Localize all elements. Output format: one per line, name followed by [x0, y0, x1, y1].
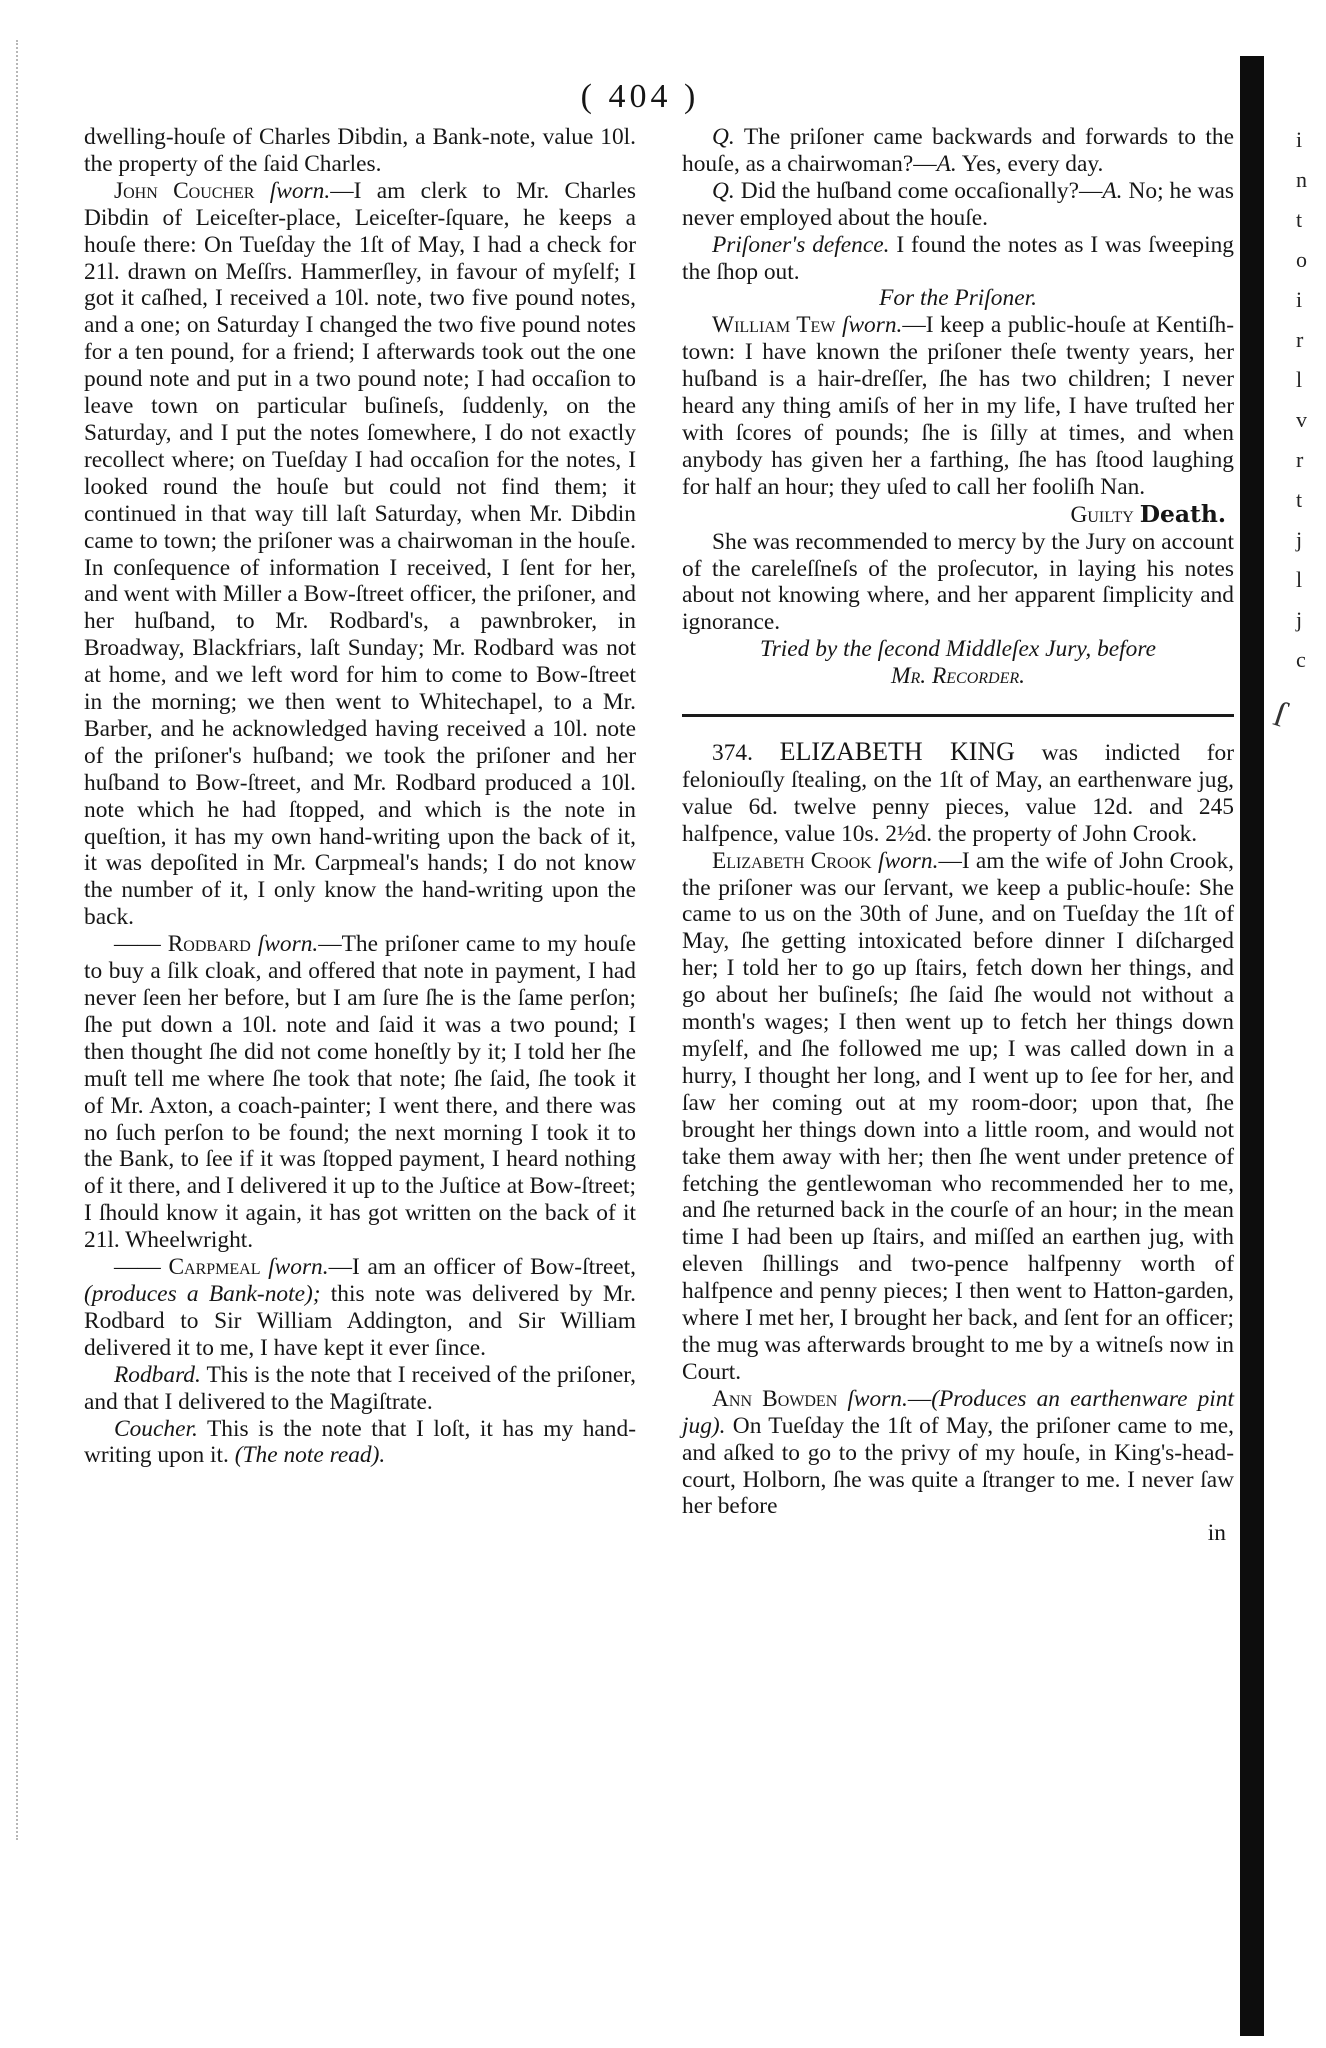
paragraph-text: —The priſoner came to my houſe to buy a ſilk cloak, and offered that note in payment, I had never ſeen her before, but I am ſure ſhe is the ſame perſon; ſhe put down a 10l. note and ſaid it was a two pound; I then thought ſhe did not come honeſtly by it; I told her ſhe muſt tell me where ſhe took that note; ſhe ſaid, ſhe took it of Mr. Axton, a coach-painter; I went there, and there was no ſuch perſon to be found; the next morning I took it to the Bank, to ſee if it was ſtopped payment, I heard nothing of it there, and I delivered it up to the Juſtice at Bow-ſtreet; I ſhould know it again, it has got written on the back of it 21l. Wheelwright.	[84, 931, 636, 1254]
left-column	[84, 124, 636, 1469]
recorder-line	[682, 663, 1234, 690]
sworn-label: ſworn.	[847, 1385, 908, 1412]
paragraph-text: —I am clerk to Mr. Charles Dibdin of Leiceſter-place, Leiceſter-ſquare, he keeps a houſe there: On Tueſday the 1ſt of May, I had a check for 21l. drawn on Meſſrs. Hammerſley, in favour of myſelf; I got it caſhed, I received a 10l. note, two five pound notes, and a one; on Saturday I changed the two five pound notes for a ten pound, for a friend; I afterwards took out the one pound note and put in a two pound note; I had occaſion to leave town on particular buſineſs, ſuddenly, on the Saturday, and I put the notes ſomewhere, I do not exactly recollect where; on Tueſday I had occaſion for the notes, I looked round the houſe but could not find them; it continued in that way till laſt Saturday, when Mr. Dibdin came to town; the priſoner was a chairwoman in the houſe. In conſequence of information I received, I ſent for her, and went with Miller a Bow-ſtreet officer, the priſoner, and her huſband, to Mr. Rodbard's, a pawnbroker, in Broadway, Blackfriars, laſt Sunday; Mr. Rodbard was not at home, and we left word for him to come to Bow-ſtreet in the morning; we then went to Whitechapel, to a Mr. Barber, and he acknowledged having received a 10l. note of the priſoner's huſband; we took the priſoner and her huſband to Bow-ſtreet, and Mr. Rodbard produced a 10l. note which he had ſtopped, and which is the note in queſtion, it has my own hand-writing upon the back of it, it was depoſited in Mr. Carpmeal's hands; I do not know the number of it, I only know the hand-writing upon the back.	[84, 177, 637, 931]
question-answer	[682, 178, 1234, 232]
a-label: A.	[936, 150, 957, 177]
testimony-rodbard	[84, 931, 636, 1254]
statement-coucher	[84, 1416, 636, 1470]
speaker-name: Coucher.	[114, 1415, 198, 1442]
testimony-tew	[682, 312, 1234, 500]
edge-letter: j	[1296, 527, 1303, 552]
sworn-label: ſworn.	[269, 177, 331, 204]
testimony-bowden	[682, 1386, 1234, 1521]
edge-letter: r	[1296, 447, 1304, 472]
case-number: 374.	[712, 740, 753, 767]
edge-letter: i	[1296, 127, 1303, 152]
sworn-label: ſworn.	[268, 1254, 329, 1281]
paragraph-text: The priſoner came backwards and forwards to the houſe, as a chairwoman?—	[682, 124, 1234, 177]
dash-prefix: ——	[114, 931, 168, 958]
verdict	[682, 501, 1234, 529]
witness-name: William Tew	[712, 312, 836, 339]
defence-label: Priſoner's defence.	[712, 231, 890, 258]
paragraph-text: I found the notes as I was ſweeping the ſhop out.	[682, 231, 1234, 285]
paragraph-text: —I am the wife of John Crook, the priſoner was our ſervant, we keep a public-houſe: She came to us on the 30th of June, and on Tueſday the 1ſt of May, ſhe getting intoxicated before dinner I diſcharged her; I told her to go up ſtairs, fetch down her things, and go about her buſineſs; ſhe ſaid ſhe would not without a month's wages; I then went up to fetch her things down myſelf, and ſhe followed me up; I was called down in a hurry, I thought her long, and I went up to ſee for her, and ſaw her coming out at my room-door; upon that, ſhe brought her things down into a little room, and would not take them away with her; then ſhe went under pretence of fetching the gentlewoman who recommended her to me, and ſhe returned back in the courſe of an hour; in the mean time I had been up ſtairs, and miſſed an earthen jug, with eleven ſhillings and two-pence halfpenny worth of halfpence and penny pieces; I then went to Hatton-garden, where I met her, I brought her back, and ſent for an officer; the mug was afterwards brought to me by a witneſs now in Court.	[682, 847, 1234, 1385]
facing-page-edge	[1296, 120, 1320, 680]
verdict-word: Guilty	[1070, 501, 1134, 528]
witness-name: Rodbard	[167, 931, 251, 958]
witness-name: John Coucher	[114, 177, 255, 204]
stage-direction: (Produces an earthenware pint jug).	[682, 1385, 1234, 1439]
sworn-label: ſworn.	[841, 312, 903, 339]
prisoner-defence	[682, 232, 1234, 286]
indictment-text: was indicted for feloniouſly ſtealing, on the 1ſt of May, an earthenware jug, value 6d. twelve penny pieces, value 12d. and 245 halfpence, value 10s. 2½d. the property of John Crook.	[682, 740, 1234, 847]
paragraph-text: Did the huſband come occaſionally?—	[734, 177, 1103, 204]
edge-letter: o	[1296, 247, 1307, 272]
page-number: ( 404 )	[580, 78, 700, 115]
edge-letter: l	[1296, 567, 1303, 592]
sworn-label: ſworn.	[878, 847, 939, 874]
q-label: Q.	[712, 177, 735, 204]
testimony-carpmeal	[84, 1254, 636, 1362]
testimony-coucher	[84, 178, 636, 931]
edge-letter: j	[1296, 607, 1303, 632]
witness-name: Carpmeal	[168, 1254, 261, 1281]
speaker-name: Rodbard.	[114, 1361, 201, 1388]
paragraph-text: this note was delivered by Mr. Rodbard to Sir William Addington, and Sir William delivered it to me, I have kept it ever ſince.	[84, 1280, 636, 1361]
paragraph-text: This is the note that I received of the priſoner, and that I delivered to the Magiſtrate.	[84, 1361, 636, 1415]
stage-direction: (produces a Bank-note);	[84, 1280, 321, 1307]
edge-letter: t	[1296, 207, 1303, 232]
edge-letter: r	[1296, 327, 1304, 352]
right-column	[682, 124, 1234, 1547]
section-divider	[682, 714, 1234, 717]
stage-direction: (The note read).	[234, 1442, 386, 1469]
paragraph-text: No; he was never employed about the houſe.	[682, 177, 1234, 231]
defendant-name: ELIZABETH KING	[779, 737, 1015, 767]
question-answer	[682, 124, 1234, 178]
paragraph-text: —	[907, 1385, 932, 1412]
paragraph-text: —I keep a public-houſe at Kentiſh-town: I have known the priſoner theſe twenty years, her huſband is a hair-dreſſer, ſhe has two children; I never heard any thing amiſs of her in my life, I have truſted her with ſcores of pounds; ſhe is ſilly at times, and when anybody has given her a farthing, ſhe has ſtood laughing for half an hour; they uſed to call her fooliſh Nan.	[682, 312, 1234, 500]
a-label: A.	[1102, 177, 1123, 204]
edge-letter: c	[1296, 647, 1306, 672]
edge-letter: i	[1296, 287, 1303, 312]
paragraph	[84, 124, 636, 178]
edge-letter: v	[1296, 407, 1307, 432]
jury-line: Tried by the ſecond Middleſex Jury, before	[759, 636, 1156, 663]
edge-letter: n	[1296, 167, 1307, 192]
case-374-heading	[682, 739, 1234, 848]
binding-gutter	[1240, 56, 1264, 2036]
q-label: Q.	[712, 124, 735, 150]
paragraph-text: On Tueſday the 1ſt of May, the priſoner came to me, and aſked to go to the privy of my houſe, in King's-head-court, Holborn, ſhe was quite a ſtranger to me. I never ſaw her before	[682, 1412, 1234, 1520]
dash-prefix: ——	[114, 1254, 169, 1281]
paragraph-text: —I am an officer of Bow-ſtreet,	[328, 1254, 636, 1281]
sentence-word: Death.	[1139, 499, 1226, 528]
sworn-label: ſworn.	[257, 931, 319, 958]
paragraph-text: Yes, every day.	[956, 150, 1104, 177]
edge-letter: t	[1296, 487, 1303, 512]
witness-name: Elizabeth Crook	[712, 847, 872, 874]
recommendation: She was recommended to mercy by the Jury on account of the careleſſneſs of the proſecutor, in laying his notes about not knowing where, and her apparent ſimplicity and ignorance.	[682, 528, 1234, 636]
paragraph-text: dwelling-houſe of Charles Dibdin, a Bank-note, value 10l. the property of the ſaid Charles.	[84, 124, 636, 177]
edge-letter: l	[1296, 367, 1303, 392]
witness-name: Ann Bowden	[712, 1385, 838, 1412]
page-edge-shadow	[16, 40, 48, 1840]
margin-pen-mark: ſ	[1269, 693, 1291, 735]
paragraph-text: This is the note that I loſt, it has my hand-writing upon it.	[84, 1415, 636, 1469]
for-prisoner-heading: For the Priſoner.	[879, 285, 1037, 312]
catchword: in	[1207, 1520, 1226, 1547]
recorder-name: Mr. Recorder.	[891, 663, 1025, 690]
testimony-crook	[682, 848, 1234, 1386]
statement-rodbard	[84, 1362, 636, 1416]
